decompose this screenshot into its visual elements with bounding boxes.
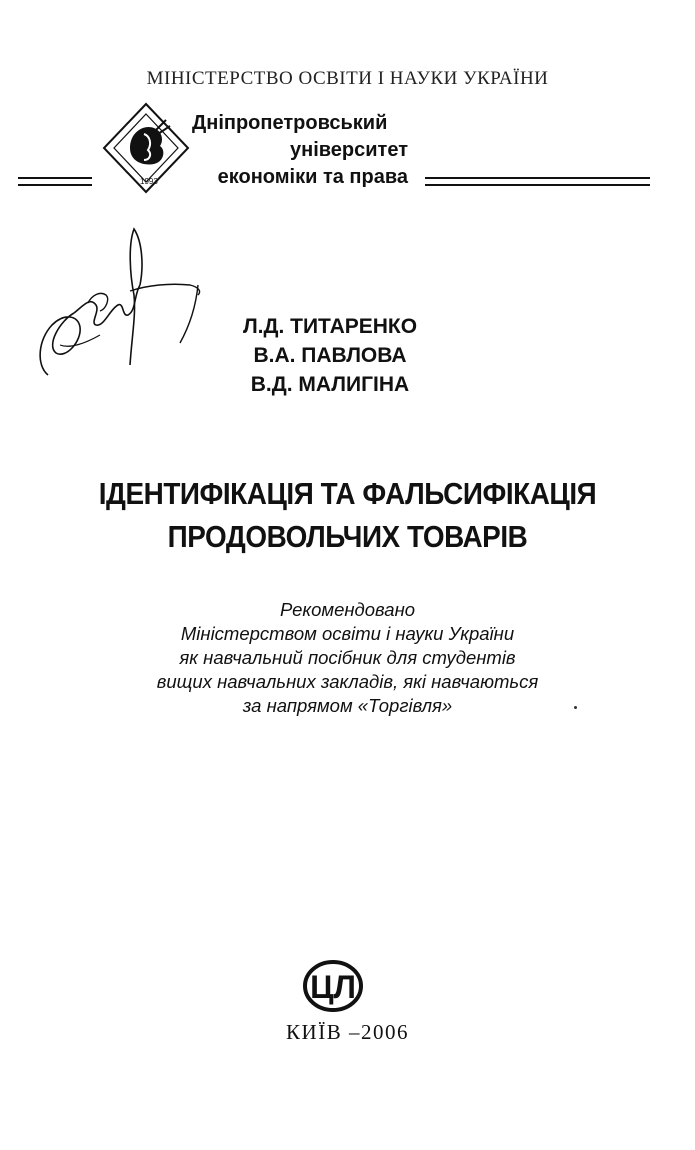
university-emblem-icon: [100, 100, 192, 196]
author-name: В.Д. МАЛИГІНА: [250, 373, 410, 396]
title-line: ІДЕНТИФІКАЦІЯ ТА ФАЛЬСИФІКАЦІЯ: [98, 476, 597, 511]
author-name: В.А. ПАВЛОВА: [253, 344, 407, 367]
publisher-logo-icon: [300, 958, 366, 1014]
author-name: Л.Д. ТИТАРЕНКО: [242, 315, 418, 338]
publisher-logo-text: ЦЛ: [310, 969, 356, 1005]
emblem-year: 1993: [140, 177, 158, 186]
university-line-1: Дніпропетровський: [192, 112, 388, 134]
recommendation-line: за напрямом «Торгівля»: [242, 695, 453, 716]
university-line-2: університет: [290, 139, 408, 161]
book-title: [35, 472, 661, 558]
authors-block: [215, 312, 445, 399]
ministry-heading: МІНІСТЕРСТВО ОСВІТИ І НАУКИ УКРАЇНИ: [146, 68, 549, 89]
divider-left: [18, 177, 92, 186]
city-year: КИЇВ –2006: [286, 1020, 409, 1044]
divider-right: [425, 177, 650, 186]
recommendation-line: Рекомендовано: [279, 599, 416, 620]
stray-dot: [574, 706, 577, 709]
recommendation-line: Міністерством освіти і науки України: [180, 623, 515, 644]
university-name: [188, 110, 408, 191]
recommendation-line: як навчальний посібник для студентів: [179, 647, 516, 668]
title-line: ПРОДОВОЛЬЧИХ ТОВАРІВ: [167, 519, 528, 554]
recommendation-line: вищих навчальних закладів, які навчаються: [156, 671, 539, 692]
recommendation-text: [0, 598, 695, 718]
university-line-3: економіки та права: [217, 166, 408, 188]
signature-icon: [30, 225, 210, 390]
